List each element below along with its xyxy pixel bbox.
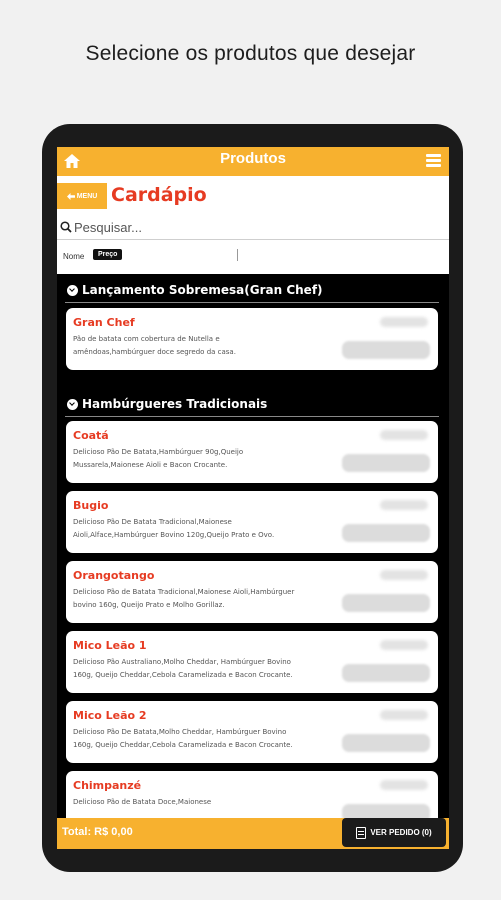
section-title: Hambúrgueres Tradicionais bbox=[82, 397, 268, 411]
product-price bbox=[380, 780, 428, 790]
cart-total: Total: R$ 0,00 bbox=[62, 826, 133, 838]
product-description: Delicioso Pão Australiano,Molho Cheddar, Hambúrguer Bovino 160g, Queijo Cheddar,Cebola Caramelizada e Bacon Crocante. bbox=[73, 658, 293, 679]
product-description: Delicioso Pão de Batata Tradicional,Maionese Aioli,Hambúrguer bovino 160g, Queijo Prato e Molho Gorillaz. bbox=[73, 588, 295, 609]
arrow-left-icon bbox=[67, 193, 75, 200]
product-card[interactable] bbox=[66, 771, 438, 818]
sort-by-price[interactable]: Preço bbox=[93, 249, 122, 260]
product-price bbox=[380, 710, 428, 720]
product-card[interactable] bbox=[66, 421, 438, 483]
product-card[interactable] bbox=[66, 491, 438, 553]
catalog-header bbox=[57, 176, 449, 274]
product-description: Pão de batata com cobertura de Nutella e amêndoas,hambúrguer doce segredo da casa. bbox=[73, 335, 236, 356]
page-title: Cardápio bbox=[111, 184, 207, 206]
product-name: Chimpanzé bbox=[73, 779, 142, 792]
product-card[interactable] bbox=[66, 701, 438, 763]
add-button[interactable] bbox=[342, 341, 430, 359]
product-description: Delicioso Pão De Batata,Molho Cheddar, Hambúrguer Bovino 160g, Queijo Cheddar,Cebola Caramelizada e Bacon Crocante. bbox=[73, 728, 293, 749]
page-headline: Selecione os produtos que desejar bbox=[85, 42, 416, 65]
section-header[interactable] bbox=[67, 394, 439, 414]
search-bar bbox=[57, 216, 449, 240]
sort-options bbox=[57, 246, 449, 268]
add-button[interactable] bbox=[342, 804, 430, 818]
add-button[interactable] bbox=[342, 454, 430, 472]
add-button[interactable] bbox=[342, 524, 430, 542]
search-input[interactable] bbox=[74, 218, 434, 236]
product-name: Mico Leão 1 bbox=[73, 639, 147, 652]
product-card[interactable] bbox=[66, 308, 438, 370]
product-price bbox=[380, 640, 428, 650]
product-name: Mico Leão 2 bbox=[73, 709, 147, 722]
add-button[interactable] bbox=[342, 594, 430, 612]
app-screen bbox=[57, 147, 449, 849]
section-divider bbox=[65, 416, 439, 417]
section-header[interactable] bbox=[67, 280, 439, 300]
product-card[interactable] bbox=[66, 561, 438, 623]
product-name: Orangotango bbox=[73, 569, 155, 582]
product-description: Delicioso Pão De Batata Tradicional,Maionese Aioli,Alface,Hambúrguer Bovino 120g,Queijo Prato e Ovo. bbox=[73, 518, 275, 539]
sort-divider bbox=[237, 249, 238, 261]
product-name: Gran Chef bbox=[73, 316, 135, 329]
sort-by-name[interactable]: Nome bbox=[63, 252, 85, 261]
back-menu-label: MENU bbox=[76, 192, 98, 200]
chevron-down-circle-icon bbox=[67, 285, 78, 296]
app-bar-title: Produtos bbox=[220, 150, 286, 167]
view-order-button[interactable] bbox=[342, 818, 446, 847]
product-price bbox=[380, 430, 428, 440]
document-icon bbox=[356, 827, 366, 839]
section-divider bbox=[65, 302, 439, 303]
chevron-down-circle-icon bbox=[67, 399, 78, 410]
hamburger-menu-icon[interactable] bbox=[426, 154, 441, 168]
app-bar bbox=[57, 147, 449, 176]
product-list[interactable] bbox=[57, 274, 449, 818]
section-title: Lançamento Sobremesa(Gran Chef) bbox=[82, 283, 323, 297]
product-price bbox=[380, 500, 428, 510]
back-menu-button[interactable] bbox=[57, 183, 107, 209]
add-button[interactable] bbox=[342, 734, 430, 752]
product-name: Coatá bbox=[73, 429, 109, 442]
add-button[interactable] bbox=[342, 664, 430, 682]
product-description: Delicioso Pão De Batata,Hambúrguer 90g,Queijo Mussarela,Maionese Aioli e Bacon Crocante. bbox=[73, 448, 244, 469]
cart-bar bbox=[57, 818, 449, 849]
product-card[interactable] bbox=[66, 631, 438, 693]
product-price bbox=[380, 570, 428, 580]
view-order-label: VER PEDIDO (0) bbox=[370, 828, 432, 837]
product-description: Delicioso Pão de Batata Doce,Maionese bbox=[73, 798, 212, 806]
product-name: Bugio bbox=[73, 499, 109, 512]
search-icon bbox=[60, 221, 72, 233]
product-price bbox=[380, 317, 428, 327]
